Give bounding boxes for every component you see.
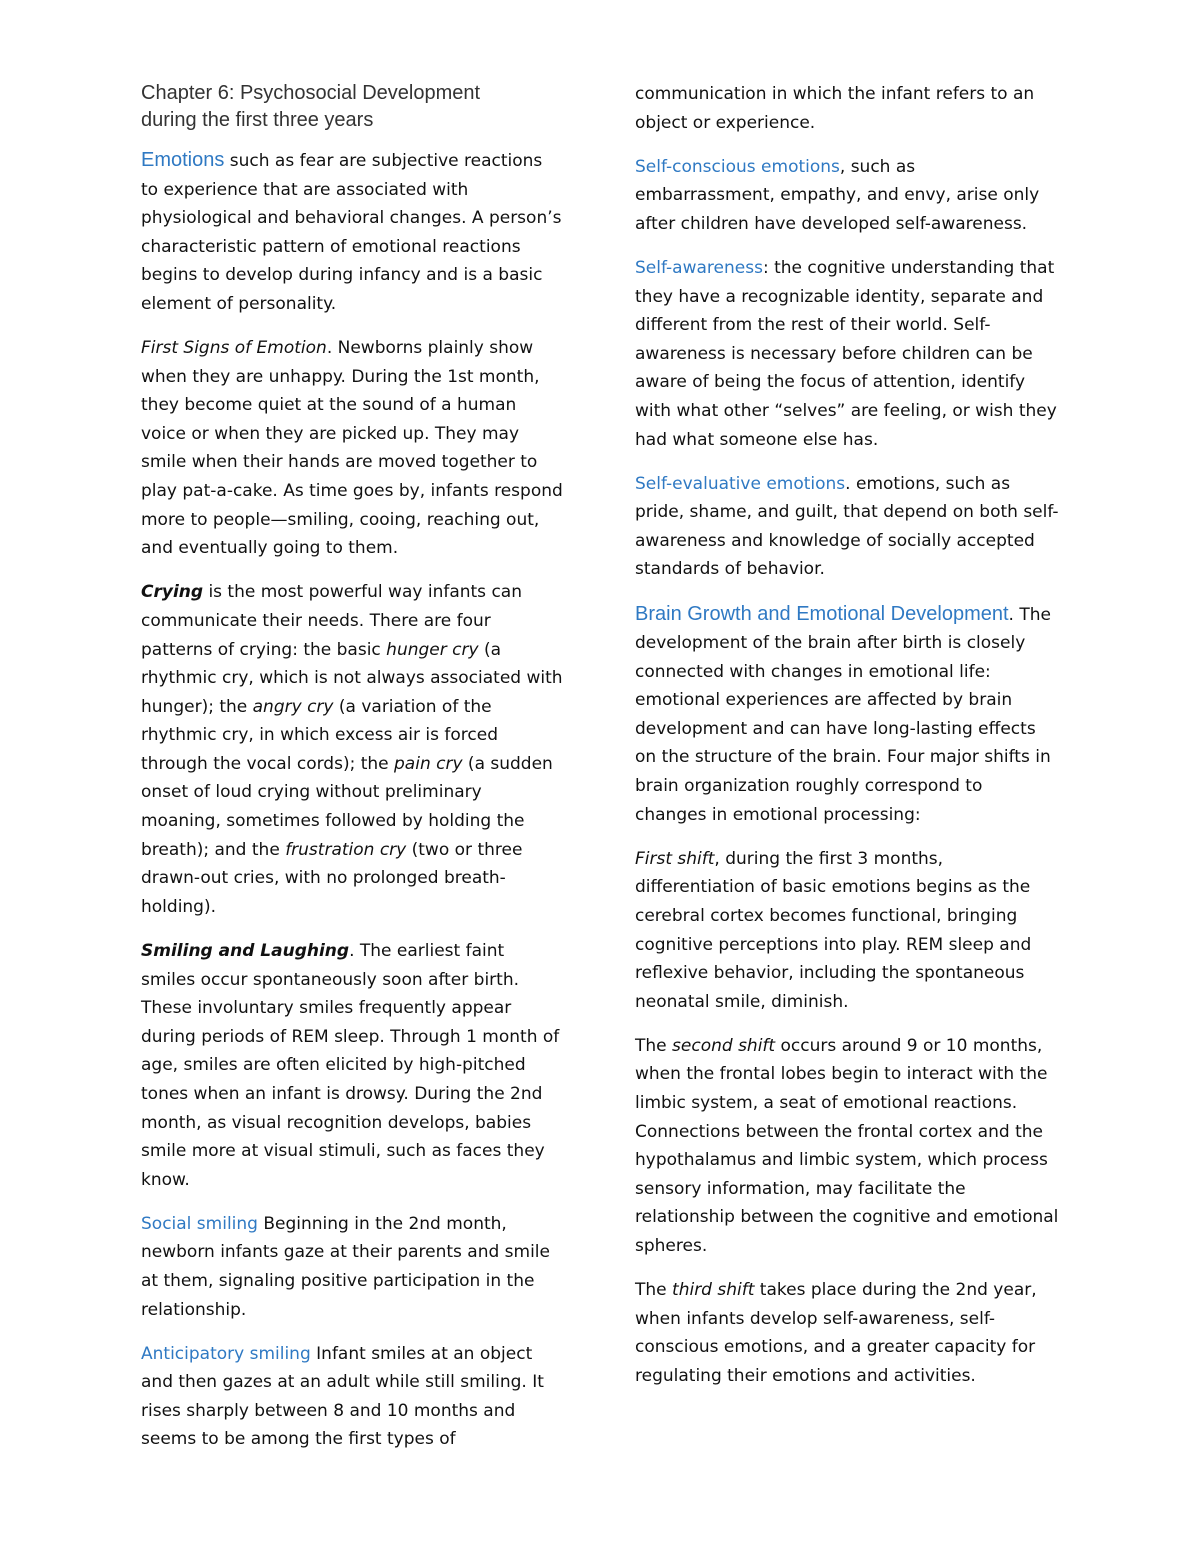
social-smiling-paragraph: [141, 1210, 563, 1324]
self-awareness-paragraph: [635, 254, 1059, 454]
self-conscious-term: Self-conscious emotions: [635, 156, 840, 177]
smiling-heading: Smiling and Laughing: [141, 940, 350, 961]
anticipatory-smiling-term: Anticipatory smiling: [141, 1343, 311, 1364]
crying-text-2: (a rhythmic cry, which is not always associated with hunger); the: [141, 639, 563, 717]
self-evaluative-text: . emotions, such as pride, shame, and guilt, that depend on both self- awareness and knowledge of socially accepted standards of behavior.: [635, 473, 1059, 580]
smiling-text: . The earliest faint smiles occur spontaneously soon after birth. These involuntary smiles frequently appear during periods of REM sleep. Through 1 month of age, smiles are often elicited by high-pitched tones when an infant is drowsy. During the 2nd month, as visual recognition develops, babies smile more at visual stimuli, such as faces they know.: [141, 940, 560, 1190]
third-shift-pre: The: [635, 1280, 673, 1301]
first-signs-text: . Newborns plainly show when they are unhappy. During the 1st month, they become quiet at the sound of a human voice or when they are picked up. They may smile when their hands are moved together to play pat-a-cake. As time goes by, infants respond more to people—smiling, cooing, reaching out, and eventually going to them.: [141, 338, 563, 559]
left-column: [141, 80, 563, 1470]
second-shift-text: occurs around 9 or 10 months, when the frontal lobes begin to interact with the limbic system, a seat of emotional reactions. Connections between the frontal cortex and the hypothalamus and limbic system, which process sensory information, may facilitate the relationship between the cognitive and emotional spheres.: [635, 1035, 1059, 1256]
crying-text-5: (two or three drawn-out cries, with no prolonged breath-holding).: [141, 839, 523, 917]
brain-growth-term: Brain Growth and Emotional Development: [635, 602, 1009, 625]
chapter-title-line2: during the first three years: [141, 109, 374, 131]
first-shift-heading: First shift: [635, 848, 715, 869]
pain-cry-term: pain cry: [394, 753, 463, 774]
emotions-paragraph: [141, 146, 563, 319]
second-shift-pre: The: [635, 1035, 673, 1056]
self-awareness-term: Self-awareness: [635, 257, 763, 278]
emotions-text: such as fear are subjective reactions to experience that are associated with physiological and behavioral changes. A person’s characteristic pattern of emotional reactions begins to develop during infancy and is a basic element of personality.: [141, 151, 562, 314]
self-conscious-text: , such as embarrassment, empathy, and envy, arise only after children have developed self-awareness.: [635, 156, 1040, 234]
brain-growth-paragraph: [635, 600, 1059, 830]
self-evaluative-term: Self-evaluative emotions: [635, 473, 846, 494]
third-shift-heading: third shift: [672, 1280, 755, 1301]
second-shift-heading: second shift: [672, 1035, 776, 1056]
third-shift-text: takes place during the 2nd year, when infants develop self-awareness, self-conscious emotions, and a greater capacity for regulating their emotions and activities.: [635, 1280, 1037, 1386]
chapter-title: [141, 80, 563, 134]
social-smiling-text: Beginning in the 2nd month, newborn infants gaze at their parents and smile at them, signaling positive participation in the relationship.: [141, 1213, 550, 1320]
brain-growth-text: . The development of the brain after birth is closely connected with changes in emotional life: emotional experiences are affected by brain development and can have long-lasting effects on the structure of the brain. Four major shifts in brain organization roughly correspond to changes in emotional processing:: [635, 604, 1051, 825]
crying-text-4: (a sudden onset of loud crying without preliminary moaning, sometimes followed by holding the breath); and the: [141, 753, 553, 860]
second-shift-paragraph: [635, 1032, 1059, 1261]
social-smiling-term: Social smiling: [141, 1213, 258, 1234]
first-signs-paragraph: [141, 334, 563, 563]
crying-heading: Crying: [141, 582, 204, 603]
emotions-term: Emotions: [141, 149, 225, 171]
crying-text-1: is the most powerful way infants can communicate their needs. There are four patterns of crying: the basic: [141, 582, 522, 660]
frustration-cry-term: frustration cry: [285, 839, 407, 860]
chapter-title-line1: Chapter 6: Psychosocial Development: [141, 82, 481, 104]
angry-cry-term: angry cry: [252, 696, 334, 717]
crying-paragraph: [141, 578, 563, 921]
first-shift-paragraph: [635, 845, 1059, 1017]
crying-text-3: (a variation of the rhythmic cry, in which excess air is forced through the vocal cords); the: [141, 696, 498, 774]
continuation-paragraph: communication in which the infant refers to an object or experience.: [635, 84, 1035, 133]
hunger-cry-term: hunger cry: [386, 639, 479, 660]
self-conscious-paragraph: [635, 153, 1059, 239]
self-evaluative-paragraph: [635, 470, 1059, 584]
anticipatory-smiling-paragraph: [141, 1340, 563, 1454]
right-column: [635, 80, 1059, 1406]
third-shift-paragraph: [635, 1276, 1059, 1390]
smiling-paragraph: [141, 937, 563, 1194]
self-awareness-text: : the cognitive understanding that they have a recognizable identity, separate and different from the rest of their world. Self-awareness is necessary before children can be aware of being the focus of attention, identify with what other “selves” are feeling, or wish they had what someone else has.: [635, 257, 1057, 450]
anticipatory-smiling-text: Infant smiles at an object and then gazes at an adult while still smiling. It rises sharply between 8 and 10 months and seems to be among the first types of: [141, 1343, 544, 1450]
first-shift-text: , during the first 3 months, differentiation of basic emotions begins as the cerebral cortex becomes functional, bringing cognitive perceptions into play. REM sleep and reflexive behavior, including the spontaneous neonatal smile, diminish.: [635, 848, 1032, 1012]
first-signs-heading: First Signs of Emotion: [141, 338, 327, 359]
